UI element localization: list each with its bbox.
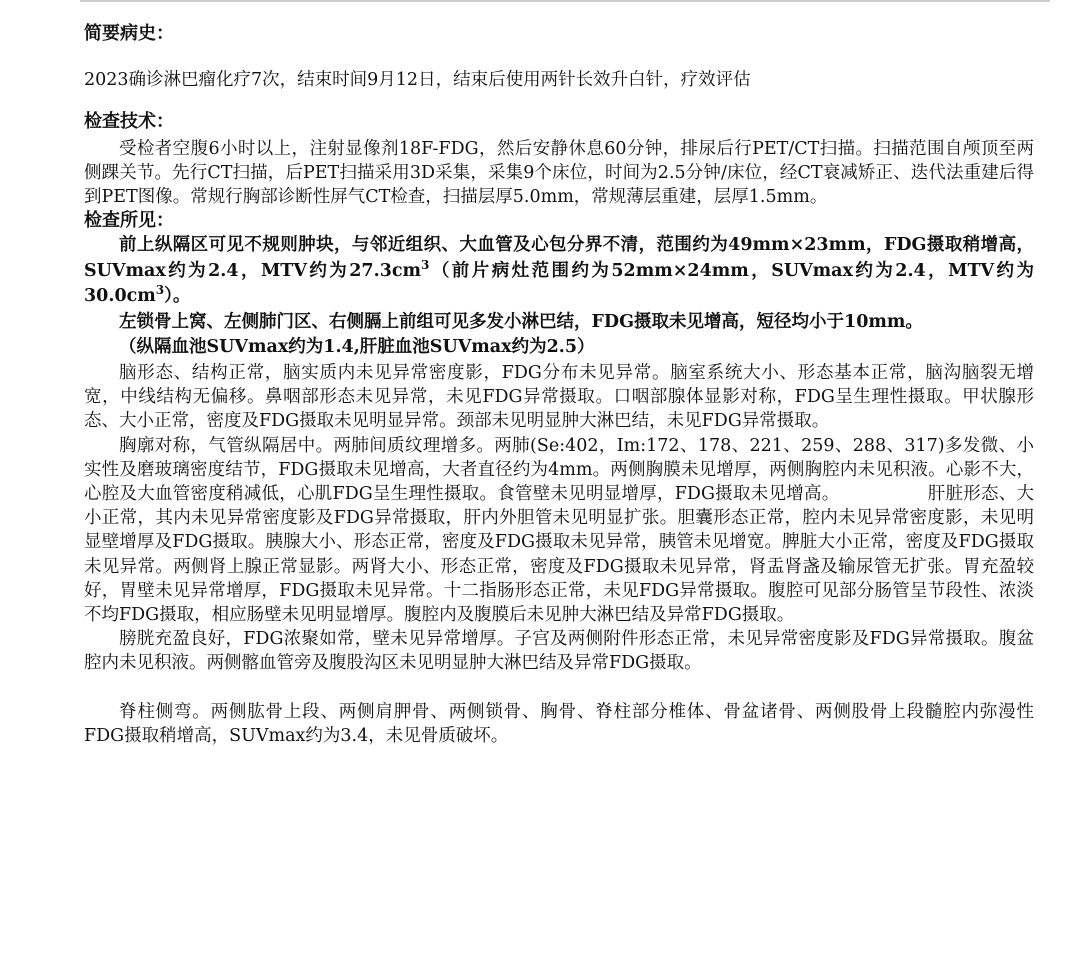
superscript-cubic-1: 3 bbox=[421, 257, 430, 272]
brain-neck-finding: 脑形态、结构正常，脑实质内未见异常密度影，FDG分布未见异常。脑室系统大小、形态基本正常，脑沟脑裂无增宽，中线结构无偏移。鼻咽部形态未见异常，未见FDG异常摄取。口咽部腺体显影对称，FDG呈生理性摄取。甲状腺形态、大小正常，密度及FDG摄取未见明显异常。颈部未见明显肿大淋巴结，未见FDG异常摄取。 bbox=[84, 362, 1034, 432]
chest-abdomen-finding bbox=[84, 434, 1034, 628]
lymph-node-finding: 左锁骨上窝、左侧肺门区、右侧膈上前组可见多发小淋巴结，FDG摄取未见增高，短径均小于10mm。 bbox=[119, 311, 923, 332]
technique-heading: 检查技术： bbox=[84, 111, 174, 133]
bone-finding: 脊柱侧弯。两侧肱骨上段、两侧肩胛骨、两侧锁骨、胸骨、脊柱部分椎体、骨盆诸骨、两侧股骨上段髓腔内弥漫性FDG摄取稍增高，SUVmax约为3.4，未见骨质破坏。 bbox=[84, 701, 1034, 746]
technique-text: 受检者空腹6小时以上，注射显像剂18F-FDG，然后安静休息60分钟，排尿后行PET/CT扫描。扫描范围自颅顶至两侧踝关节。先行CT扫描，后PET扫描采用3D采集，采集9个床位，时间为2.5分钟/床位，经CT衰减矫正、迭代法重建后得到PET图像。常规行胸部诊断性屏气CT检查，扫描层厚5.0mm，常规薄层重建，层厚1.5mm。 bbox=[84, 138, 1034, 208]
mediastinum-text-b: （前片病灶范围约为52mm×24mm，SUVmax约为2.4，MTV约为30.0cm bbox=[84, 260, 1034, 307]
blood-pool-note: （纵隔血池SUVmax约为1.4,肝脏血池SUVmax约为2.5） bbox=[119, 337, 595, 358]
findings-heading: 检查所见： bbox=[84, 210, 174, 232]
paragraph-gap bbox=[84, 676, 1034, 700]
chest-text: 胸廓对称，气管纵隔居中。两肺间质纹理增多。两肺(Se:402，Im:172、178、221、259、288、317)多发微、小实性及磨玻璃密度结节，FDG摄取未见增高，大者直径约为4mm。两侧胸膜未见增厚，两侧胸腔内未见积液。心影不大，心腔及大血管密度稍减低，心肌FDG呈生理性摄取。食管壁未见明显增厚，FDG摄取未见增高。 bbox=[84, 435, 1034, 504]
abdomen-text: 肝脏形态、大小正常，其内未见异常密度影及FDG异常摄取，肝内外胆管未见明显扩张。胆囊形态正常，腔内未见异常密度影，未见明显壁增厚及FDG摄取。胰腺大小、形态正常，密度及FDG摄取未见异常，胰管未见增宽。脾脏大小正常，密度及FDG摄取未见异常。两侧肾上腺正常显影。两肾大小、形态正常，密度及FDG摄取未见异常，肾盂肾盏及输尿管无扩张。胃充盈较好，胃壁未见异常增厚，FDG摄取未见异常。十二指肠形态正常，未见FDG异常摄取。腹腔可见部分肠管呈节段性、浓淡不均FDG摄取，相应肠壁未见明显增厚。腹腔内及腹膜后未见肿大淋巴结及异常FDG摄取。 bbox=[84, 483, 1034, 625]
pelvis-finding: 膀胱充盈良好，FDG浓聚如常，壁未见异常增厚。子宫及两侧附件形态正常，未见异常密度影及FDG异常摄取。腹盆腔内未见积液。两侧髂血管旁及腹股沟区未见明显肿大淋巴结及异常FDG摄取。 bbox=[84, 629, 1034, 674]
mediastinum-text-a: 前上纵隔区可见不规则肿块，与邻近组织、大血管及心包分界不清，范围约为49mm×23mm，FDG摄取稍增高，SUVmax约为2.4，MTV约为27.3cm bbox=[84, 235, 1034, 281]
mediastinum-finding bbox=[84, 233, 1034, 310]
history-text: 2023确诊淋巴瘤化疗7次，结束时间9月12日，结束后使用两针长效升白针，疗效评估 bbox=[84, 70, 751, 91]
top-divider bbox=[80, 0, 1050, 2]
history-heading: 简要病史： bbox=[84, 23, 174, 44]
superscript-cubic-2: 3 bbox=[155, 283, 165, 298]
mediastinum-text-c: ）。 bbox=[164, 286, 191, 307]
report-document bbox=[84, 22, 1034, 748]
key-findings bbox=[84, 233, 1034, 361]
